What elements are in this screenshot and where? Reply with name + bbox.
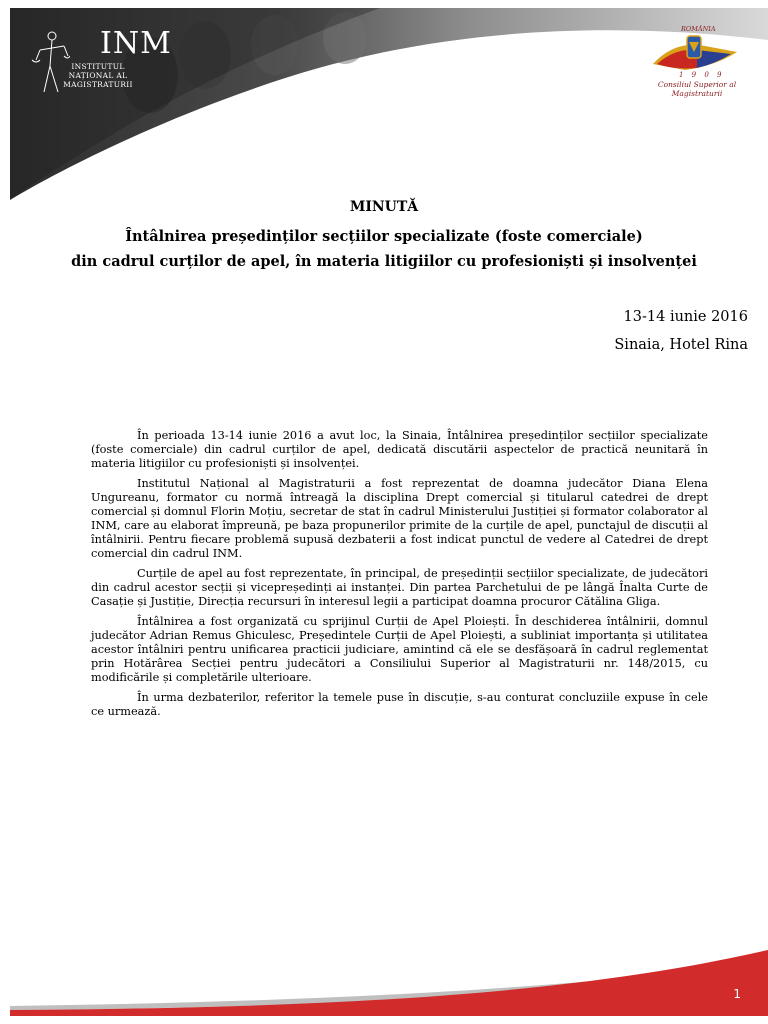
footer-banner [0,940,768,1024]
document-title-block [40,198,728,274]
page-number: 1 [733,987,741,1001]
csm-logo-country: ROMÂNIA [681,25,716,33]
meeting-date: 13-14 iunie 2016 [623,309,748,325]
inm-logo [30,26,172,116]
footer-wave-red [10,950,768,1024]
meeting-place: Sinaia, Hotel Rina [614,337,748,353]
document-subtitle-line-1: Întâlnirea președinților secțiilor specializate (foste comerciale) [125,228,643,245]
body-paragraph: În perioada 13-14 iunie 2016 a avut loc, la Sinaia, Întâlnirea președinților secțiilor specializate (foste comerciale) din cadrul curților de apel, dedicată discutării aspectelor de practică neunitară în materia litigiilor cu profesioniști și insolvenței. [91,429,708,470]
body-paragraph: Curțile de apel au fost reprezentate, în principal, de președinții secțiilor specializate, de judecători din cadrul acestor secții și vicepreședinți ai instanței. Din partea Parchetului de pe lângă Înalta Curte de Casație și Justiție, Direcția recursuri în interesul legii a participat doamna procuror Cătălina Gliga. [91,567,708,608]
footer-bottom-band [0,1016,768,1024]
document-title: MINUTĂ [349,199,419,215]
csm-logo-name: Consiliul Superior al Magistraturii [657,80,737,98]
body-paragraph: Întâlnirea a fost organizată cu sprijinul Curții de Apel Ploiești. În deschiderea întâlnirii, domnul judecător Adrian Remus Ghiculesc, Președintele Curții de Apel Ploiești, a subliniat importanța și utilitatea acestor întâlniri pentru unificarea practicii judiciare, amintind că ele se desfășoară în cadrul reglementat prin Hotărârea Secției pentru judecători a Consiliului Superior al Magistraturii nr. 148/2015, cu modificările și completările ulterioare. [91,615,708,684]
csm-logo [645,20,745,110]
document-subtitle-line-2: din cadrul curților de apel, în materia litigiilor cu profesioniști și insolvenței [71,253,697,270]
inm-logo-name: INSTITUTUL NAȚIONAL AL MAGISTRATURII [63,62,133,89]
body-paragraph: Institutul Național al Magistraturii a fost reprezentat de doamna judecător Diana Elena Ungureanu, formator cu normă întreagă la disciplina Drept comercial și titularul catedrei de drept comercial și domnul Florin Moțiu, secretar de stat în cadrul Ministerului Justiției și formator colaborator al INM, care au elaborat împreună, pe baza propunerilor primite de la curțile de apel, punctajul de discuții al întâlnirii. Pentru fiecare problemă supusă dezbaterii a fost indicat punctul de vedere al Catedrei de drept comercial din cadrul INM. [91,477,708,560]
csm-logo-year: 1 9 0 9 [679,71,725,79]
inm-logo-mark: INM [100,26,172,61]
document-body [91,429,708,725]
body-paragraph: În urma dezbaterilor, referitor la temele puse în discuție, s-au conturat concluziile expuse în cele ce urmează. [91,691,708,718]
